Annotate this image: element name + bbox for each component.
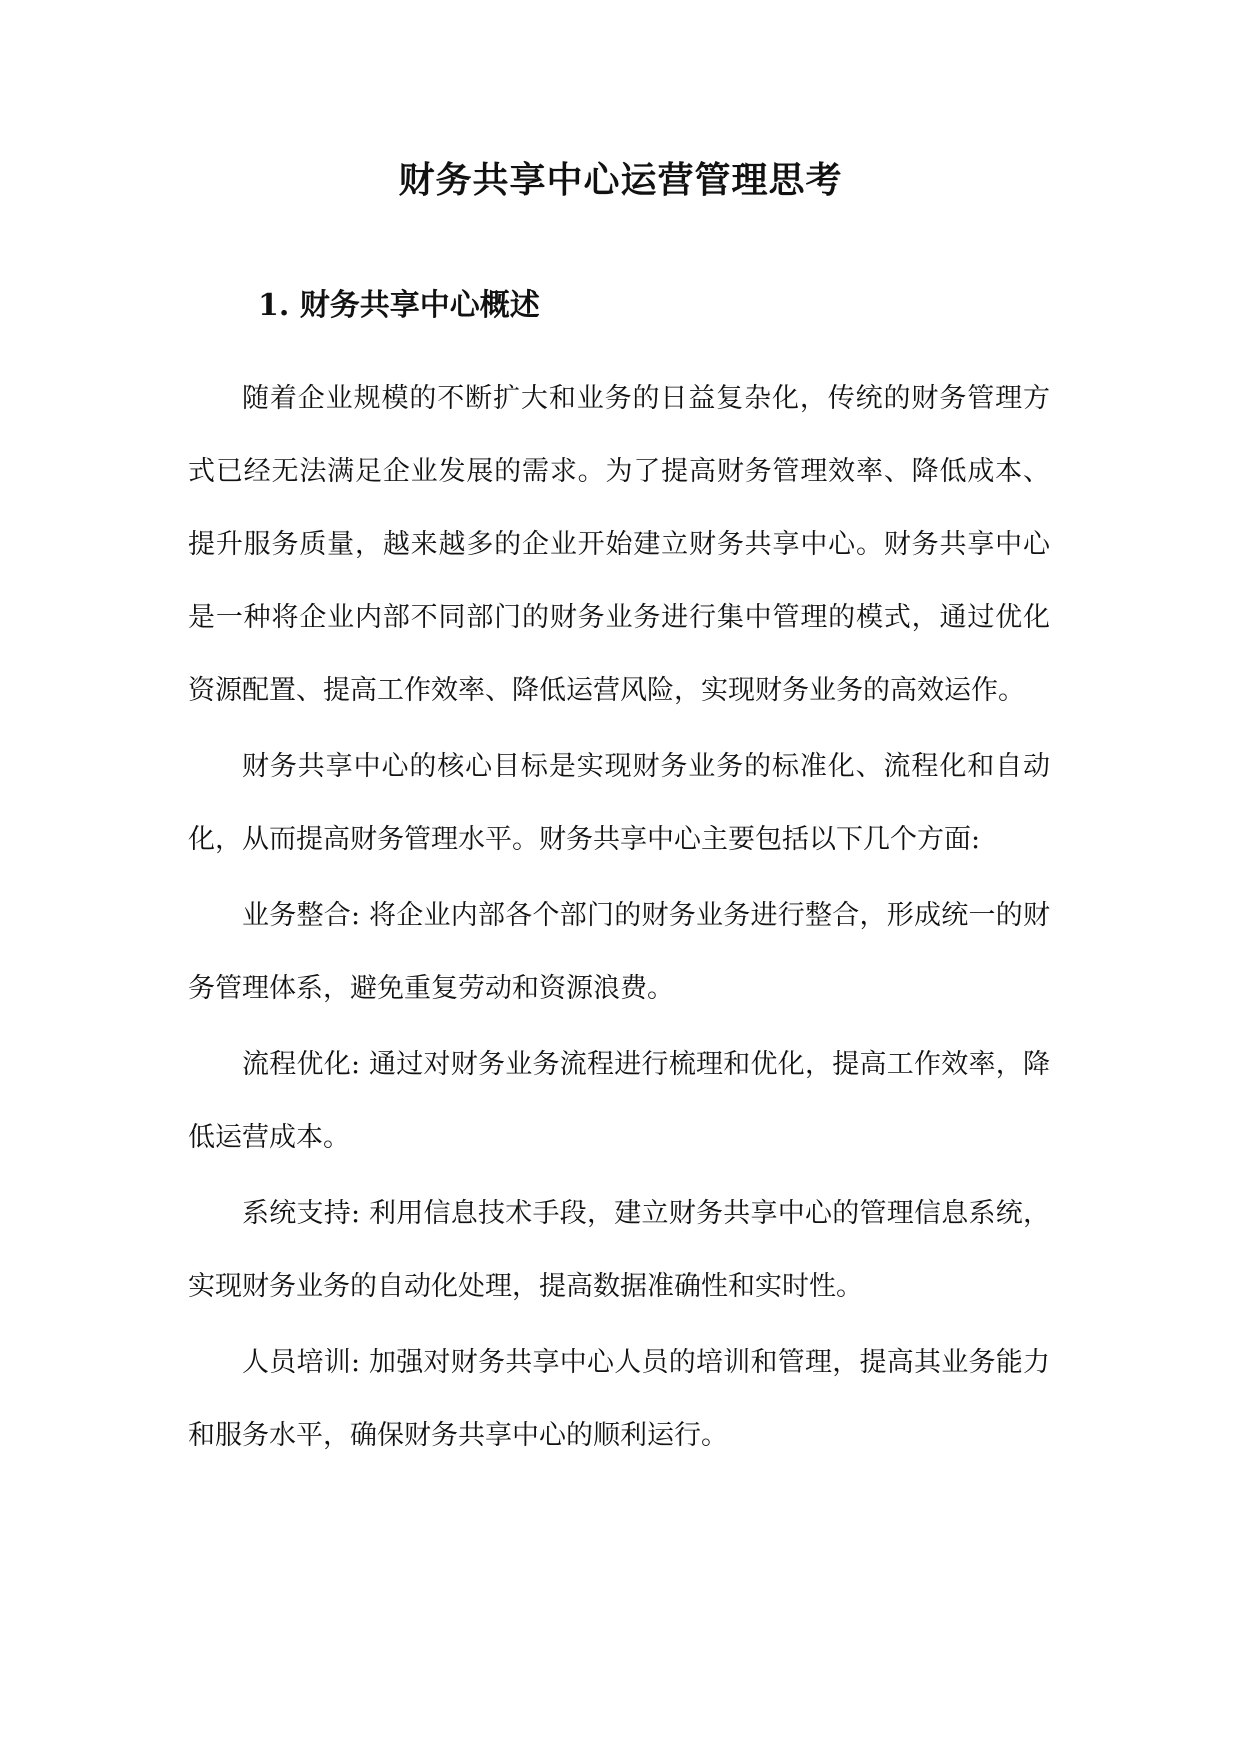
paragraph-process-optimization: 流程优化: 通过对财务业务流程进行梳理和优化，提高工作效率，降低运营成本。 — [188, 1049, 1050, 1153]
paragraph-staff-training: 人员培训: 加强对财务共享中心人员的培训和管理，提高其业务能力和服务水平，确保财务共享中心的顺利运行。 — [188, 1347, 1050, 1451]
paragraph-business-integration: 业务整合: 将企业内部各个部门的财务业务进行整合，形成统一的财务管理体系，避免重复劳动和资源浪费。 — [188, 900, 1050, 1004]
document-body — [188, 362, 1050, 1475]
page-title: 财务共享中心运营管理思考 — [398, 159, 843, 201]
paragraph-overview: 随着企业规模的不断扩大和业务的日益复杂化，传统的财务管理方式已经无法满足企业发展的需求。为了提高财务管理效率、降低成本、提升服务质量，越来越多的企业开始建立财务共享中心。财务共享中心是一种将企业内部不同部门的财务业务进行集中管理的模式，通过优化资源配置、提高工作效率、降低运营风险，实现财务业务的高效运作。 — [188, 383, 1050, 706]
section-heading: 1. 财务共享中心概述 — [258, 288, 540, 323]
paragraph-system-support: 系统支持: 利用信息技术手段，建立财务共享中心的管理信息系统，实现财务业务的自动化处理，提高数据准确性和实时性。 — [188, 1198, 1050, 1302]
paragraph-core-goals: 财务共享中心的核心目标是实现财务业务的标准化、流程化和自动化，从而提高财务管理水平。财务共享中心主要包括以下几个方面: — [188, 751, 1050, 855]
